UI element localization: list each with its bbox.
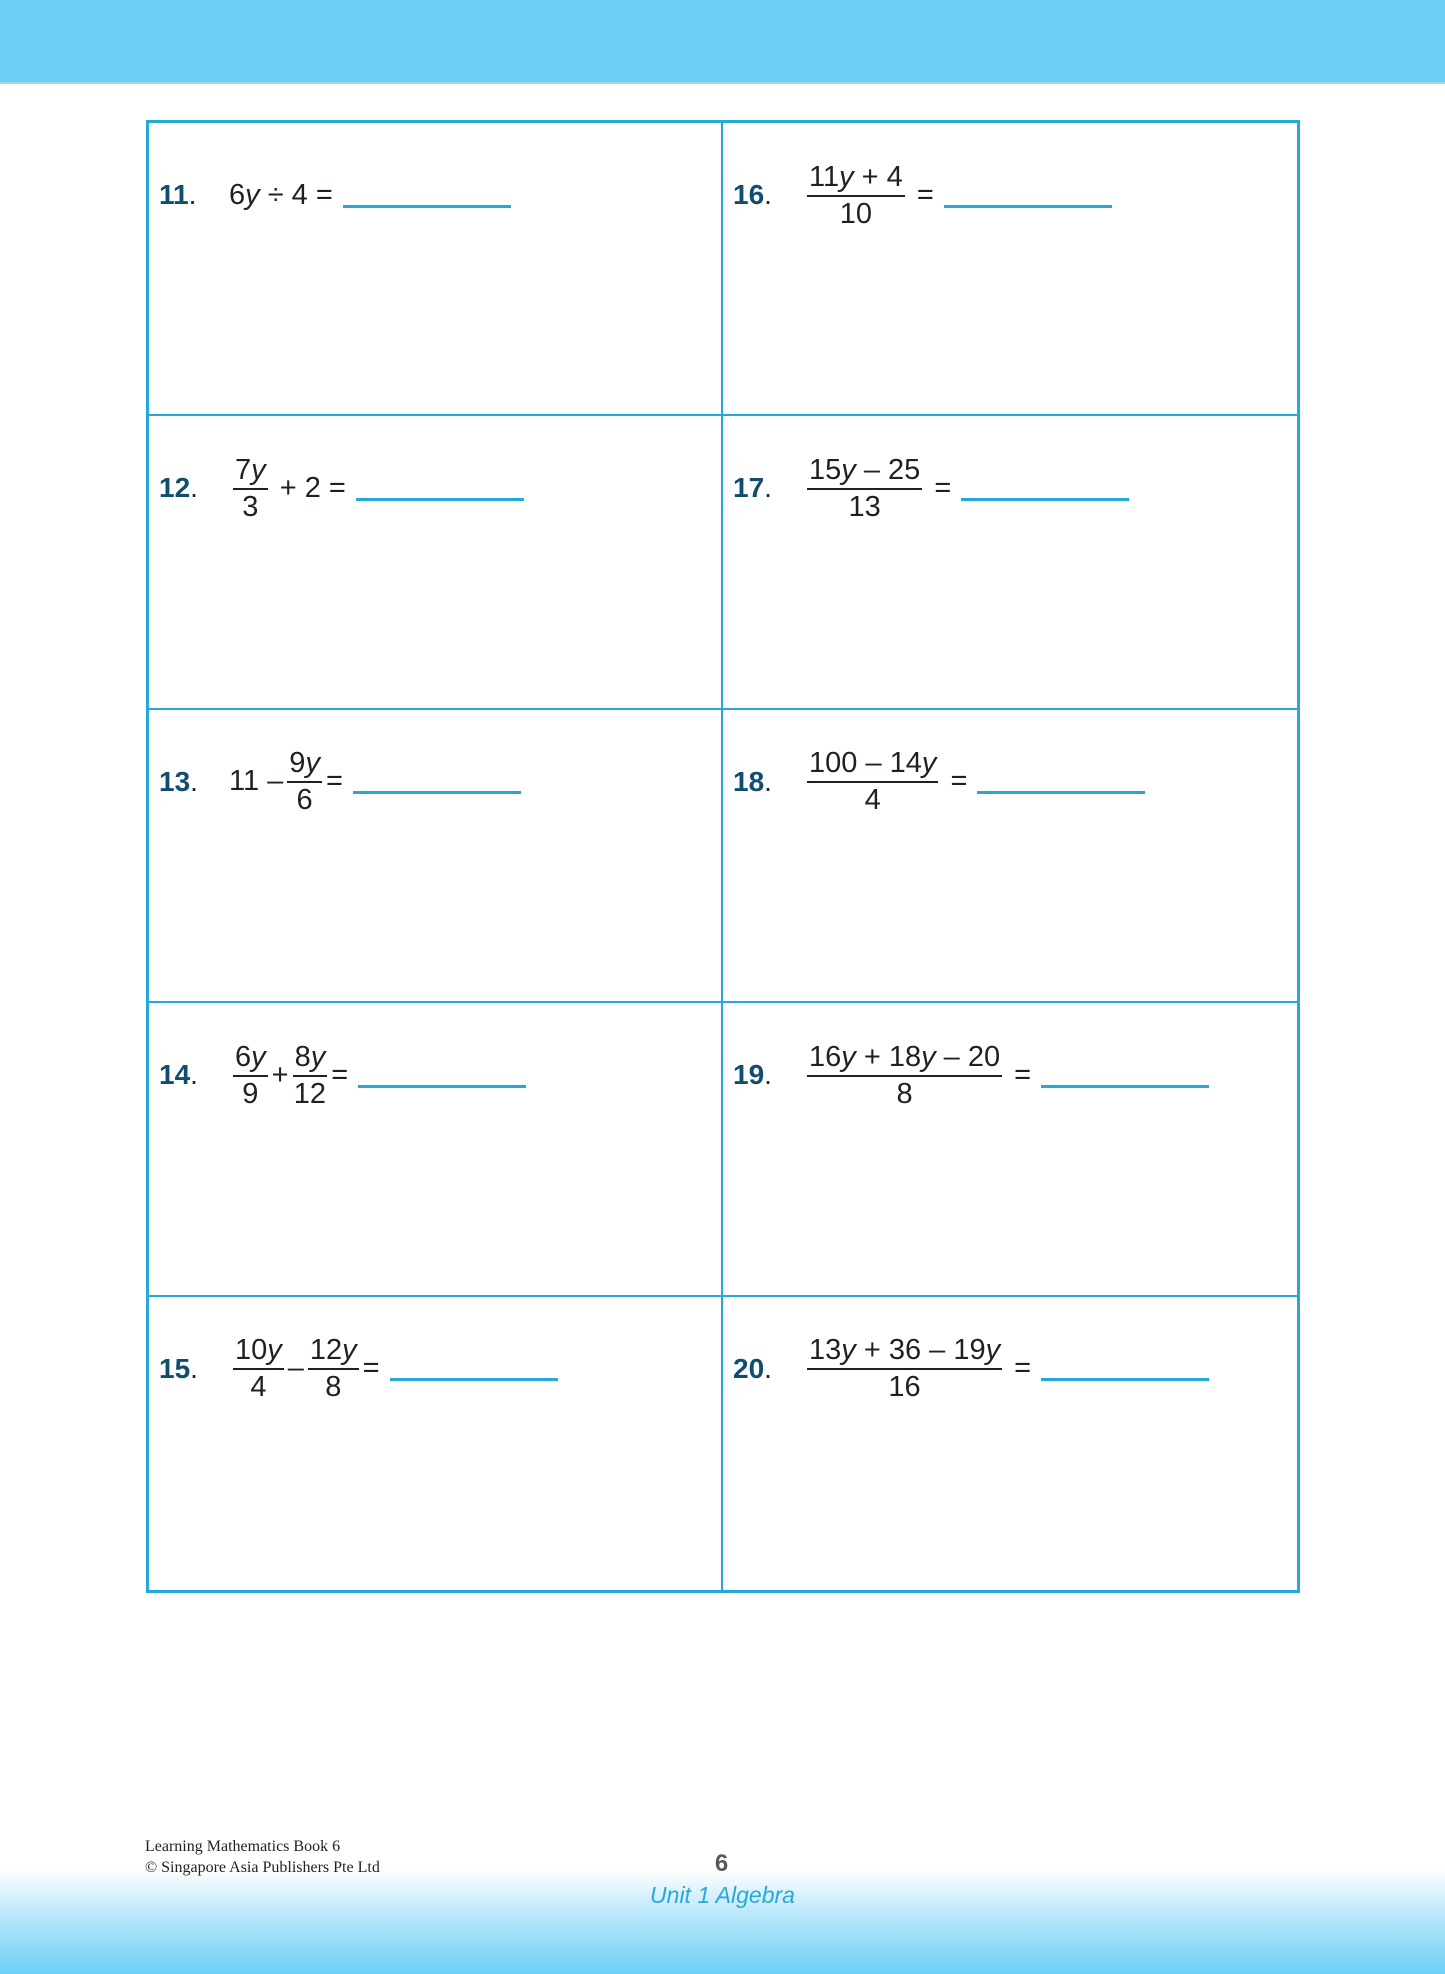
expr-variable: y — [305, 747, 320, 780]
question-expression — [803, 1333, 1031, 1404]
fraction-numerator — [233, 1040, 268, 1075]
question-cell-15 — [149, 1297, 723, 1590]
expr-text: = — [942, 765, 968, 798]
answer-blank[interactable] — [977, 791, 1145, 794]
fraction-denominator — [849, 490, 881, 524]
question — [159, 736, 521, 828]
answer-blank[interactable] — [343, 205, 511, 208]
expr-text: = — [331, 1058, 349, 1091]
page-number-text: 6 — [714, 1850, 729, 1877]
fraction-numerator — [287, 746, 322, 781]
question — [733, 1029, 1209, 1121]
expr-text: + 2 = — [271, 471, 346, 504]
expr-text: = — [926, 471, 952, 504]
expr-variable: y — [841, 1040, 856, 1073]
question-expression — [229, 1040, 348, 1111]
question-expression — [229, 179, 333, 212]
question-cell-18 — [723, 710, 1297, 1003]
exercise-grid — [146, 120, 1300, 1593]
question-number: 20. — [733, 1352, 772, 1384]
page-number — [0, 1850, 1445, 1878]
expr-text: 11 – — [229, 765, 284, 798]
answer-blank[interactable] — [944, 205, 1112, 208]
expr-text: 9 — [289, 747, 306, 780]
expr-variable: y — [245, 178, 260, 211]
fraction-denominator — [297, 783, 313, 817]
fraction — [308, 1333, 359, 1404]
fraction-numerator — [233, 453, 268, 488]
expr-text: = — [1006, 1352, 1032, 1385]
fraction-numerator — [807, 746, 938, 781]
expr-variable: y — [251, 1040, 266, 1073]
expr-text: 12 — [293, 1077, 327, 1110]
fraction-denominator — [840, 197, 872, 231]
question-number: 19. — [733, 1059, 772, 1091]
question-number: 15. — [159, 1352, 198, 1384]
answer-blank[interactable] — [353, 791, 521, 794]
fraction — [233, 1040, 268, 1111]
expr-variable: y — [310, 1040, 326, 1073]
expr-text: 3 — [242, 490, 259, 523]
expr-text: – — [287, 1352, 304, 1385]
fraction-numerator — [233, 1333, 284, 1368]
expr-variable: y — [267, 1334, 282, 1367]
question-expression — [803, 160, 934, 231]
question-expression — [803, 1040, 1031, 1111]
expr-text: = — [362, 1352, 380, 1385]
question-cell-12 — [149, 416, 723, 709]
question-cell-20 — [723, 1297, 1297, 1590]
question-expression — [229, 453, 346, 524]
expr-text: = — [1006, 1058, 1032, 1091]
expr-variable: y — [921, 1040, 936, 1073]
fraction — [233, 453, 268, 524]
expr-text: + — [271, 1058, 289, 1091]
fraction-denominator — [242, 1077, 258, 1111]
fraction-denominator — [250, 1370, 266, 1404]
expr-text: 16 — [809, 1040, 842, 1073]
expr-text: = — [908, 178, 934, 211]
answer-blank[interactable] — [961, 498, 1129, 501]
fraction-numerator — [807, 1040, 1002, 1075]
fraction — [807, 160, 905, 231]
question — [159, 1323, 558, 1415]
expr-text: 8 — [896, 1077, 913, 1110]
answer-blank[interactable] — [390, 1378, 558, 1381]
question-expression — [803, 746, 967, 817]
fraction-numerator — [807, 1333, 1002, 1368]
answer-blank[interactable] — [358, 1085, 526, 1088]
expr-text: 13 — [848, 490, 881, 523]
fraction-denominator — [325, 1370, 341, 1404]
fraction — [807, 1040, 1002, 1111]
book-title: Learning Mathematics Book 6 — [145, 1838, 341, 1855]
fraction-numerator — [293, 1040, 328, 1075]
question-expression — [803, 453, 951, 524]
question-expression — [229, 1333, 380, 1404]
question-number: 14. — [159, 1059, 198, 1091]
fraction — [293, 1040, 328, 1111]
expr-text: ÷ 4 = — [259, 178, 333, 211]
question — [733, 442, 1129, 534]
answer-blank[interactable] — [356, 498, 524, 501]
fraction-numerator — [807, 160, 905, 195]
expr-text: + 36 – 19 — [855, 1334, 986, 1367]
unit-title: Unit 1 Algebra — [650, 1882, 795, 1908]
fraction-numerator — [807, 453, 922, 488]
question — [159, 442, 524, 534]
expr-text: 9 — [242, 1077, 259, 1110]
copyright: © Singapore Asia Publishers Pte Ltd — [145, 1859, 380, 1876]
question-number: 17. — [733, 472, 772, 504]
fraction — [807, 746, 938, 817]
question-number: 13. — [159, 765, 198, 797]
expr-text: 6 — [296, 784, 313, 817]
expr-text: + 4 — [853, 160, 903, 193]
expr-variable: y — [342, 1334, 357, 1367]
question — [733, 1323, 1209, 1415]
expr-variable: y — [841, 1334, 856, 1367]
expr-text: – 25 — [855, 453, 921, 486]
expr-text: 100 – 14 — [809, 747, 922, 780]
expr-variable: y — [839, 160, 854, 193]
expr-text: 4 — [250, 1371, 267, 1404]
question-number: 18. — [733, 765, 772, 797]
question — [733, 149, 1112, 241]
question-number: 11. — [159, 179, 197, 210]
expr-text: 10 — [839, 197, 873, 230]
expr-text: 8 — [325, 1371, 342, 1404]
fraction-denominator — [294, 1077, 326, 1111]
fraction — [233, 1333, 284, 1404]
question — [159, 1029, 526, 1121]
fraction-denominator — [896, 1077, 912, 1111]
fraction-numerator — [308, 1333, 359, 1368]
question-cell-16 — [723, 123, 1297, 416]
header-band — [0, 0, 1445, 84]
question-cell-14 — [149, 1003, 723, 1296]
expr-text: + 18 — [855, 1040, 922, 1073]
expr-text: 7 — [235, 453, 252, 486]
expr-text: 10 — [235, 1334, 268, 1367]
fraction-denominator — [242, 490, 258, 524]
question-number: 12. — [159, 472, 198, 504]
answer-blank[interactable] — [1041, 1085, 1209, 1088]
expr-text: 16 — [888, 1371, 921, 1404]
expr-text: 8 — [294, 1040, 311, 1073]
question-cell-13 — [149, 710, 723, 1003]
fraction-denominator — [865, 783, 881, 817]
fraction — [807, 453, 922, 524]
expr-text: – 20 — [935, 1040, 1001, 1073]
expr-text: 13 — [809, 1334, 842, 1367]
expr-variable: y — [921, 747, 937, 780]
question — [733, 736, 1145, 828]
question-cell-17 — [723, 416, 1297, 709]
question-number: 16. — [733, 179, 772, 210]
question-cell-11 — [149, 123, 723, 416]
question — [159, 149, 511, 241]
question-expression — [229, 746, 343, 817]
fraction-denominator — [888, 1370, 920, 1404]
expr-text: 6 — [235, 1040, 252, 1073]
answer-blank[interactable] — [1041, 1378, 1209, 1381]
expr-variable: y — [251, 453, 266, 486]
expr-text: 4 — [864, 784, 881, 817]
expr-variable: y — [985, 1334, 1001, 1367]
expr-text: 15 — [809, 453, 842, 486]
expr-text: 6 — [229, 178, 246, 211]
expr-text: 12 — [309, 1334, 343, 1367]
expr-variable: y — [841, 453, 856, 486]
question-cell-19 — [723, 1003, 1297, 1296]
fraction — [287, 746, 322, 817]
expr-text: = — [325, 765, 343, 798]
fraction — [807, 1333, 1002, 1404]
expr-text: 11 — [809, 160, 840, 193]
